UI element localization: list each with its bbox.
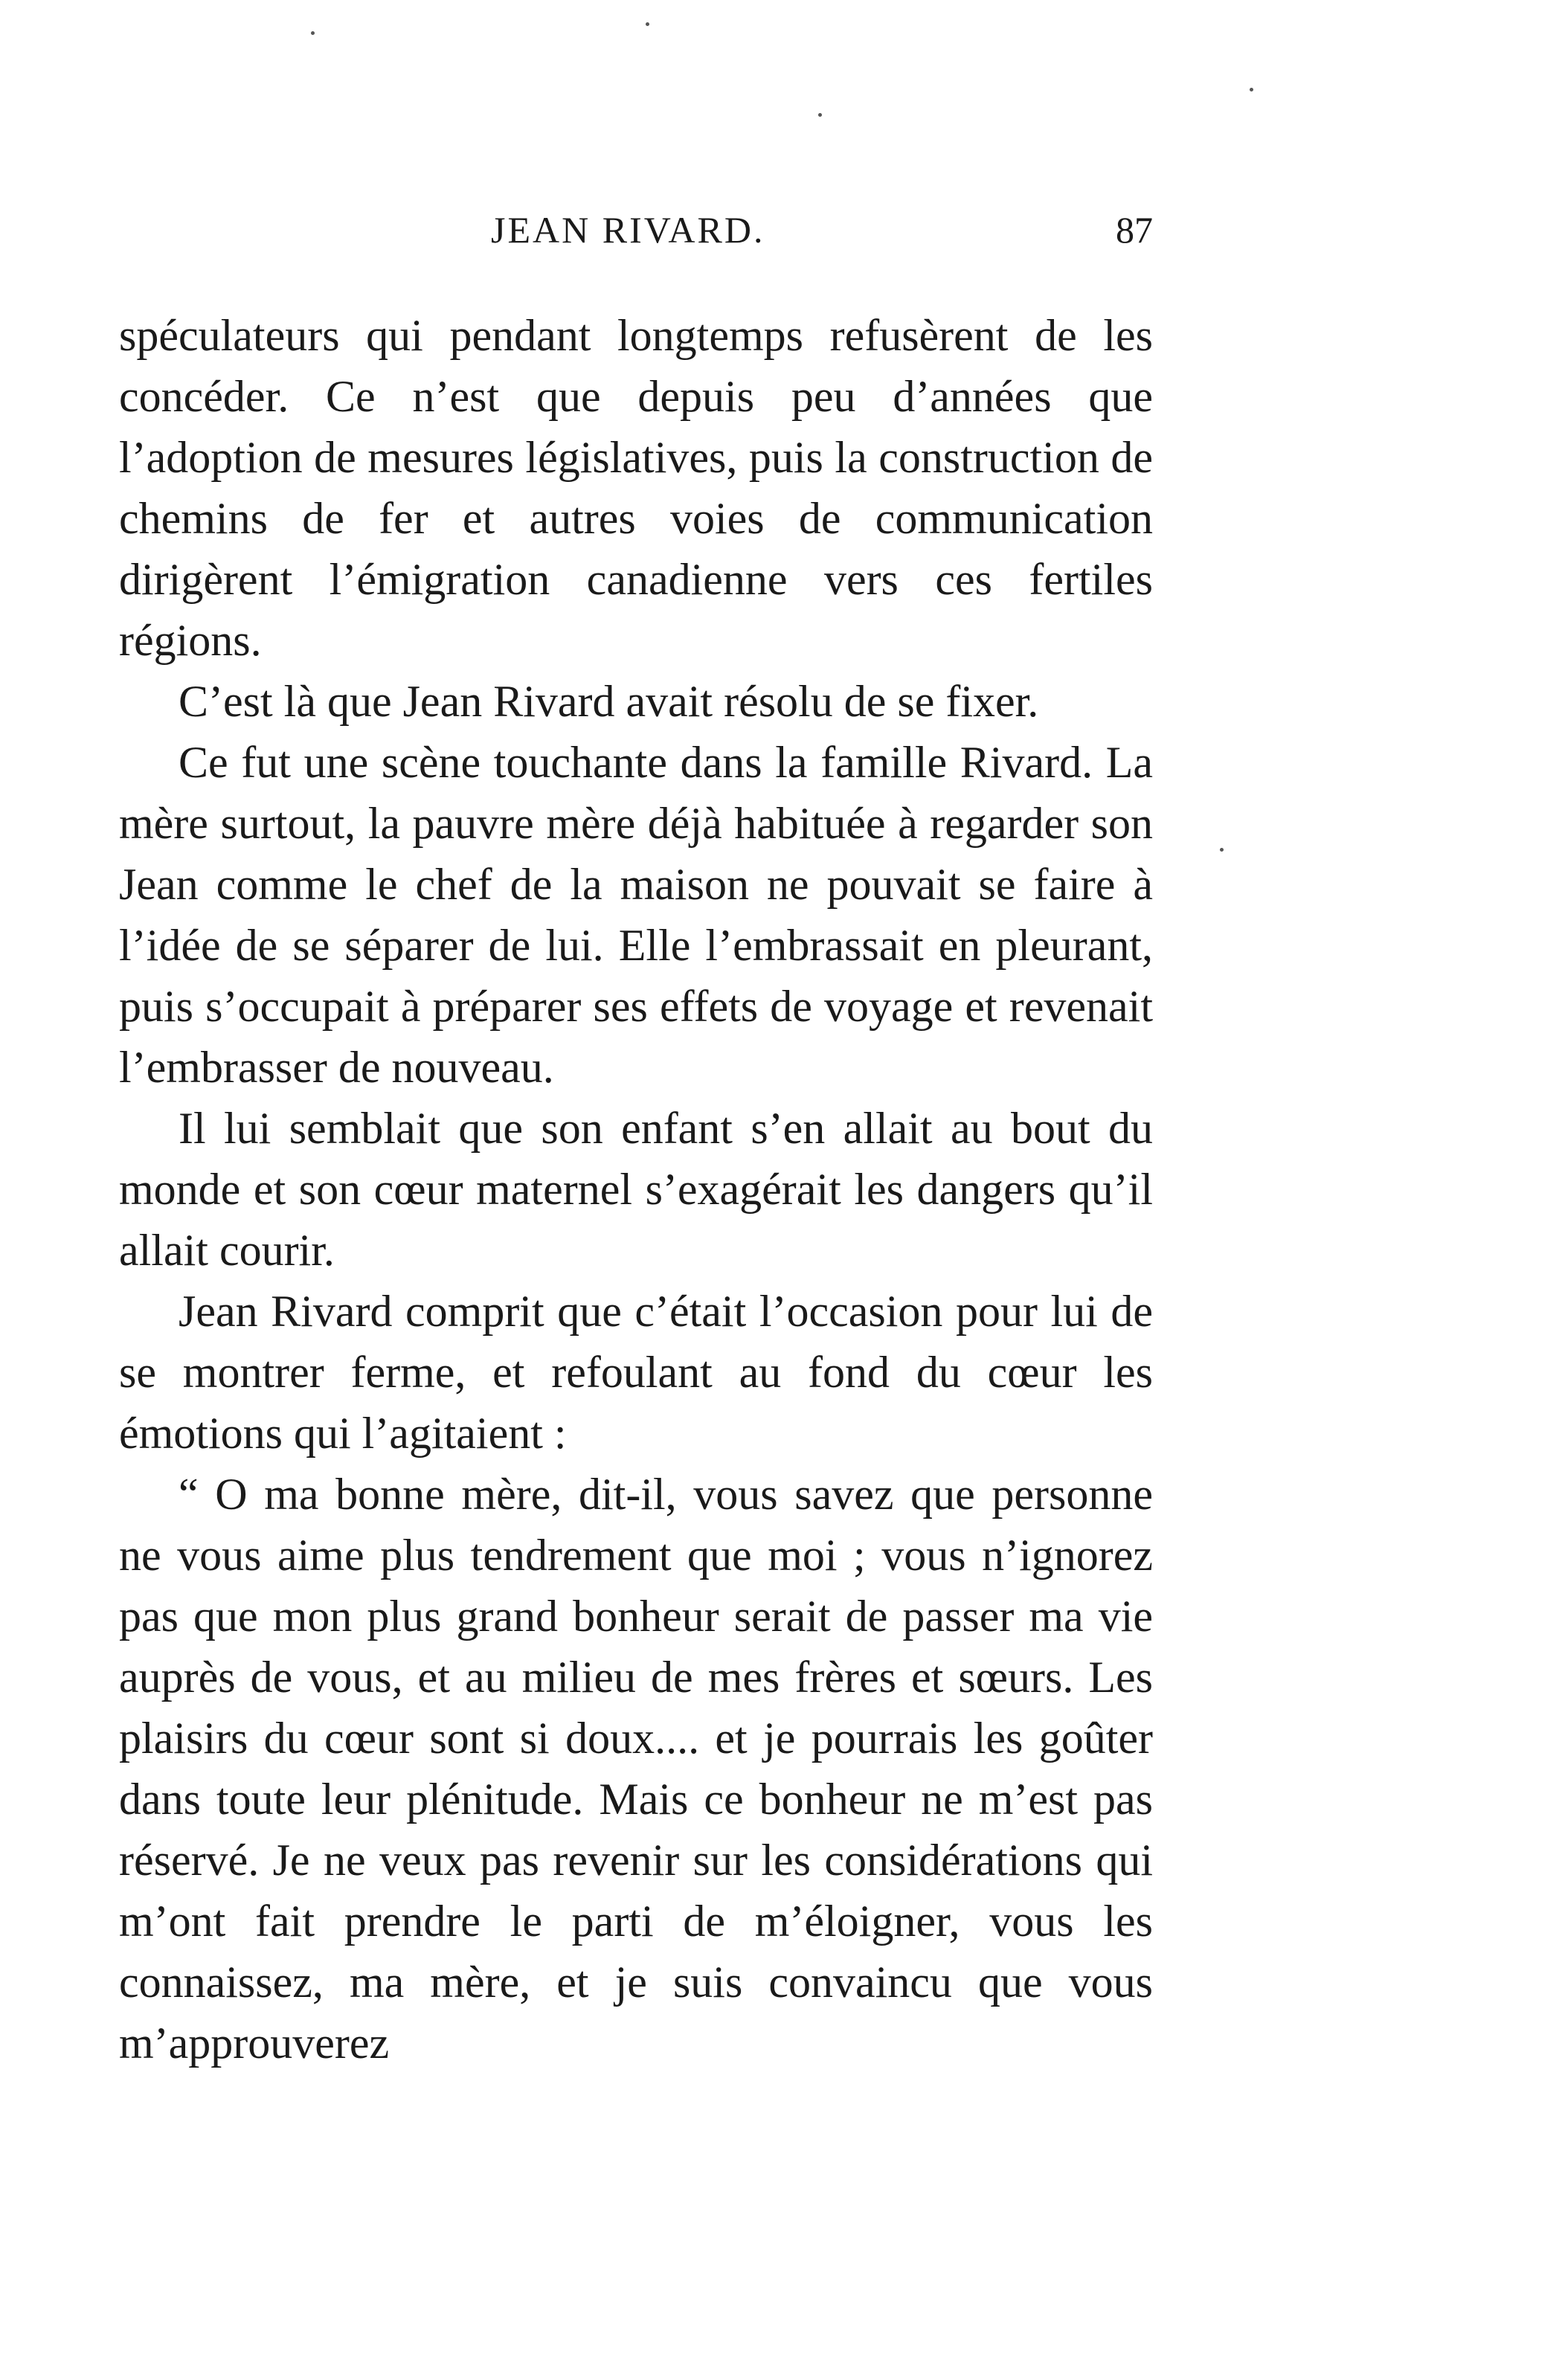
body-text [119, 305, 1153, 2074]
paragraph: Il lui semblait que son enfant s’en allait au bout du monde et son cœur maternel s’exagérait les dangers qu’il allait courir. [119, 1104, 1153, 1275]
page-header [119, 208, 1153, 268]
page-number: 87 [1116, 209, 1153, 251]
paragraph: Jean Rivard comprit que c’était l’occasion pour lui de se montrer ferme, et refoulant au fond du cœur les émotions qui l’agitaient : [119, 1287, 1153, 1458]
paragraph-continuation: spéculateurs qui pendant longtemps refusèrent de les concéder. Ce n’est que depuis peu d’années que l’adoption de mesures législatives, puis la construction de chemins de fer et autres voies de communication dirigèrent l’émigration canadienne vers ces fertiles régions. [119, 311, 1153, 665]
paragraph-quote: “ O ma bonne mère, dit-il, vous savez que personne ne vous aime plus tendrement que moi ; vous n’ignorez pas que mon plus grand bonheur serait de passer ma vie auprès de vous, et au milieu de mes frères et sœurs. Les plaisirs du cœur sont si doux.... et je pourrais les goûter dans toute leur plénitude. Mais ce bonheur ne m’est pas réservé. Je ne veux pas revenir sur les considérations qui m’ont fait prendre le parti de m’éloigner, vous les connaissez, ma mère, et je suis convaincu que vous m’approuverez [119, 1470, 1153, 2068]
paragraph: C’est là que Jean Rivard avait résolu de se fixer. [179, 677, 1039, 726]
running-title: JEAN RIVARD. [491, 209, 765, 251]
paragraph: Ce fut une scène touchante dans la famille Rivard. La mère surtout, la pauvre mère déjà habituée à regarder son Jean comme le chef de la maison ne pouvait se faire à l’idée de se séparer de lui. Elle l’embrassait en pleurant, puis s’occupait à préparer ses effets de voyage et revenait l’embrasser de nouveau. [119, 738, 1153, 1092]
